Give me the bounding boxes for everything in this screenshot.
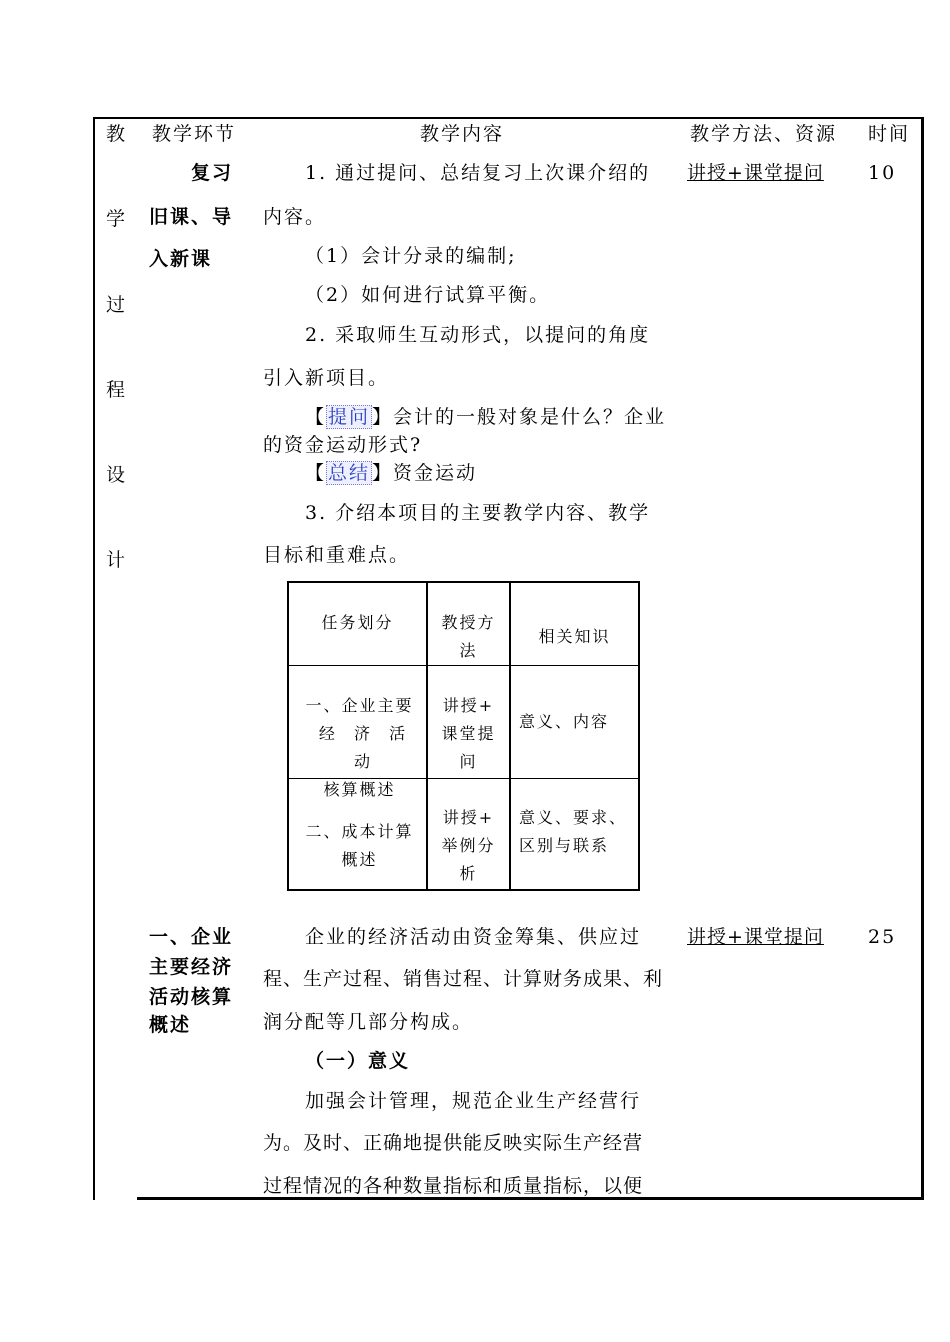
task-row2-knowledge (511, 804, 646, 860)
header-col-content: 教学内容 (420, 123, 505, 145)
cell-line: 讲授+ (442, 696, 495, 715)
s2-l5: 为。及时、正确地提供能反映实际生产经营 (263, 1132, 644, 1154)
s1-time: 10 (868, 162, 897, 184)
task-header-task (289, 609, 426, 637)
stage1-line-1: 复习 (191, 162, 234, 184)
cell-line: 问 (459, 752, 478, 771)
cell-line: 核算概述 (323, 780, 396, 799)
side-char-1: 学 (106, 208, 128, 230)
summary-text: 】资金运动 (372, 462, 478, 484)
cell-line: 二、成本计算 (305, 822, 414, 841)
header-col-teach: 教 (106, 123, 128, 145)
s2-heading: （一）意义 (305, 1050, 411, 1072)
s2-l3: 润分配等几部分构成。 (263, 1011, 474, 1033)
s1-item1: （1）会计分录的编制; (305, 245, 517, 267)
cell-line: 析 (459, 864, 478, 883)
task-row2-task (293, 818, 426, 874)
side-char-4: 设 (106, 464, 128, 486)
stage2-line-1: 一、企业 (149, 926, 234, 948)
task-header-method (428, 609, 509, 665)
header-col-time: 时间 (868, 123, 911, 145)
s1-item2: （2）如何进行试算平衡。 (305, 284, 551, 306)
stage2-line-3: 活动核算 (149, 986, 234, 1008)
header-col-method: 教学方法、资源 (690, 123, 838, 145)
side-char-3: 程 (106, 379, 128, 401)
table-left-border (93, 117, 95, 1200)
cell-line: 任务划分 (321, 613, 394, 632)
task-row1-method (428, 692, 509, 776)
bracket-open: 【 (305, 462, 327, 484)
s1-p2b: 引入新项目。 (263, 367, 390, 389)
cell-line: 相关知识 (538, 627, 611, 646)
s2-time: 25 (868, 926, 897, 948)
s1-method: 讲授+课堂提问 (687, 162, 824, 184)
question-text: 】会计的一般对象是什么？企业 (372, 406, 667, 428)
cell-line: 意义、要求、 (519, 808, 628, 827)
s2-l2: 程、生产过程、销售过程、计算财务成果、利 (263, 968, 664, 990)
s1-question-line (305, 405, 666, 429)
s1-p1a: 1. 通过提问、总结复习上次课介绍的 (305, 162, 651, 184)
question-tag: 提问 (328, 406, 371, 428)
task-header-knowledge (511, 623, 638, 651)
cell-line: 教授方 (441, 613, 496, 632)
side-char-2: 过 (106, 294, 128, 316)
cell-line: 经 济 活 动 (318, 724, 413, 771)
task-table-row-divider (287, 665, 640, 666)
side-char-5: 计 (106, 549, 128, 571)
table-right-border (921, 117, 924, 1200)
s2-l4: 加强会计管理，规范企业生产经营行 (305, 1090, 642, 1112)
cell-line: 概述 (341, 850, 378, 869)
s1-p2a: 2. 采取师生互动形式，以提问的角度 (305, 324, 651, 346)
summary-tag: 总结 (328, 462, 371, 484)
s1-p1b: 内容。 (263, 206, 327, 228)
bracket-open: 【 (305, 406, 327, 428)
cell-line: 区别与联系 (519, 836, 610, 855)
s2-l1: 企业的经济活动由资金筹集、供应过 (305, 926, 642, 948)
s1-p3b: 目标和重难点。 (263, 544, 411, 566)
cell-line: 意义、内容 (519, 712, 610, 731)
cell-line: 讲授+ (442, 808, 495, 827)
stage1-line-3: 入新课 (149, 248, 213, 270)
stage1-line-2: 旧课、导 (149, 206, 234, 228)
header-col-stage: 教学环节 (152, 123, 237, 145)
cell-line: 一、企业主要 (305, 696, 414, 715)
s1-summary-line (305, 461, 477, 485)
task-row1-task (293, 692, 426, 804)
task-row2-method (428, 804, 509, 888)
s1-p3a: 3. 介绍本项目的主要教学内容、教学 (305, 502, 651, 524)
s1-question-line2: 的资金运动形式? (263, 434, 423, 456)
table-top-border (93, 117, 924, 119)
task-row1-knowledge (511, 708, 646, 736)
task-table (287, 581, 640, 891)
stage2-line-4: 概述 (149, 1014, 192, 1036)
s2-l6: 过程情况的各种数量指标和质量指标，以便 (263, 1175, 644, 1197)
stage2-line-2: 主要经济 (149, 956, 234, 978)
cell-line: 举例分 (441, 836, 496, 855)
cell-line: 课堂提 (441, 724, 496, 743)
cell-line: 法 (459, 641, 478, 660)
s2-method: 讲授+课堂提问 (687, 926, 824, 948)
